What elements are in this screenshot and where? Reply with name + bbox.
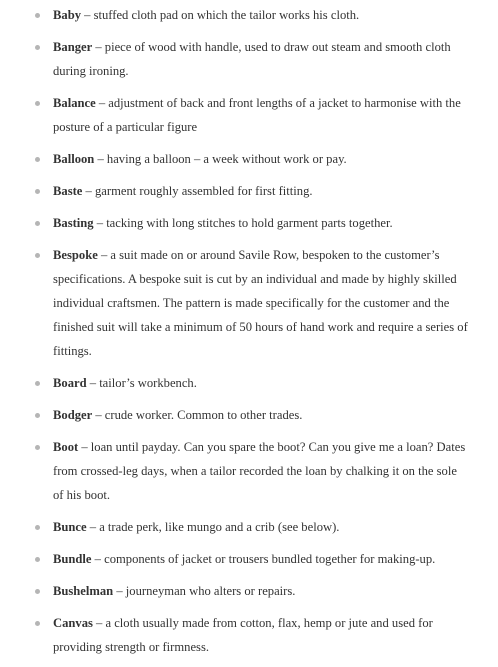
glossary-term: Balance (53, 96, 96, 110)
glossary-definition: – journeyman who alters or repairs. (113, 584, 296, 598)
glossary-list (0, 3, 498, 667)
glossary-entry-bodger (0, 403, 498, 427)
bullet-icon (35, 157, 40, 162)
glossary-term: Banger (53, 40, 93, 54)
glossary-term: Boot (53, 440, 79, 454)
bullet-icon (35, 189, 40, 194)
glossary-entry-bushelman (0, 579, 498, 603)
glossary-entry-balloon (0, 147, 498, 171)
glossary-term: Bushelman (53, 584, 114, 598)
glossary-definition: – having a balloon – a week without work or pay. (94, 152, 347, 166)
glossary-definition: – a suit made on or around Savile Row, bespoken to the customer’s specifications. A bespoke suit is cut by an individual and made by highly skilled individual craftsmen. The pattern is made specifically for the customer and the finished suit will take a minimum of 50 hours of hand work and require a series of fittings. (53, 248, 468, 358)
glossary-term: Canvas (53, 616, 93, 630)
bullet-icon (35, 221, 40, 226)
glossary-definition: – crude worker. Common to other trades. (92, 408, 303, 422)
glossary-entry-baby (0, 3, 498, 27)
glossary-entry-basting (0, 211, 498, 235)
glossary-definition: – stuffed cloth pad on which the tailor works his cloth. (81, 8, 360, 22)
glossary-definition: – loan until payday. Can you spare the boot? Can you give me a loan? Dates from crossed-leg days, when a tailor recorded the loan by chalking it on the sole of his boot. (53, 440, 466, 502)
glossary-definition: – piece of wood with handle, used to draw out steam and smooth cloth during ironing. (53, 40, 451, 78)
bullet-icon (35, 381, 40, 386)
glossary-term: Bunce (53, 520, 87, 534)
glossary-term: Bespoke (53, 248, 98, 262)
glossary-definition: – garment roughly assembled for first fitting. (82, 184, 313, 198)
glossary-definition: – adjustment of back and front lengths of a jacket to harmonise with the posture of a particular figure (53, 96, 461, 134)
glossary-entry-bunce (0, 515, 498, 539)
glossary-definition: – a cloth usually made from cotton, flax, hemp or jute and used for providing strength or firmness. (53, 616, 433, 654)
glossary-definition: – a trade perk, like mungo and a crib (see below). (86, 520, 340, 534)
glossary-term: Baby (53, 8, 81, 22)
glossary-term: Bodger (53, 408, 93, 422)
glossary-term: Basting (53, 216, 94, 230)
glossary-entry-board (0, 371, 498, 395)
glossary-definition: – tacking with long stitches to hold garment parts together. (93, 216, 393, 230)
glossary-entry-balance (0, 91, 498, 139)
bullet-icon (35, 45, 40, 50)
bullet-icon (35, 13, 40, 18)
bullet-icon (35, 589, 40, 594)
glossary-definition: – tailor’s workbench. (86, 376, 197, 390)
glossary-entry-bundle (0, 547, 498, 571)
bullet-icon (35, 253, 40, 258)
glossary-term: Board (53, 376, 87, 390)
bullet-icon (35, 557, 40, 562)
glossary-entry-canvas (0, 611, 498, 659)
glossary-entry-banger (0, 35, 498, 83)
bullet-icon (35, 621, 40, 626)
bullet-icon (35, 413, 40, 418)
glossary-term: Balloon (53, 152, 95, 166)
glossary-term: Baste (53, 184, 83, 198)
bullet-icon (35, 101, 40, 106)
glossary-entry-boot (0, 435, 498, 507)
bullet-icon (35, 525, 40, 530)
glossary-entry-bespoke (0, 243, 498, 363)
glossary-definition: – components of jacket or trousers bundled together for making-up. (91, 552, 436, 566)
glossary-entry-baste (0, 179, 498, 203)
bullet-icon (35, 445, 40, 450)
glossary-term: Bundle (53, 552, 92, 566)
